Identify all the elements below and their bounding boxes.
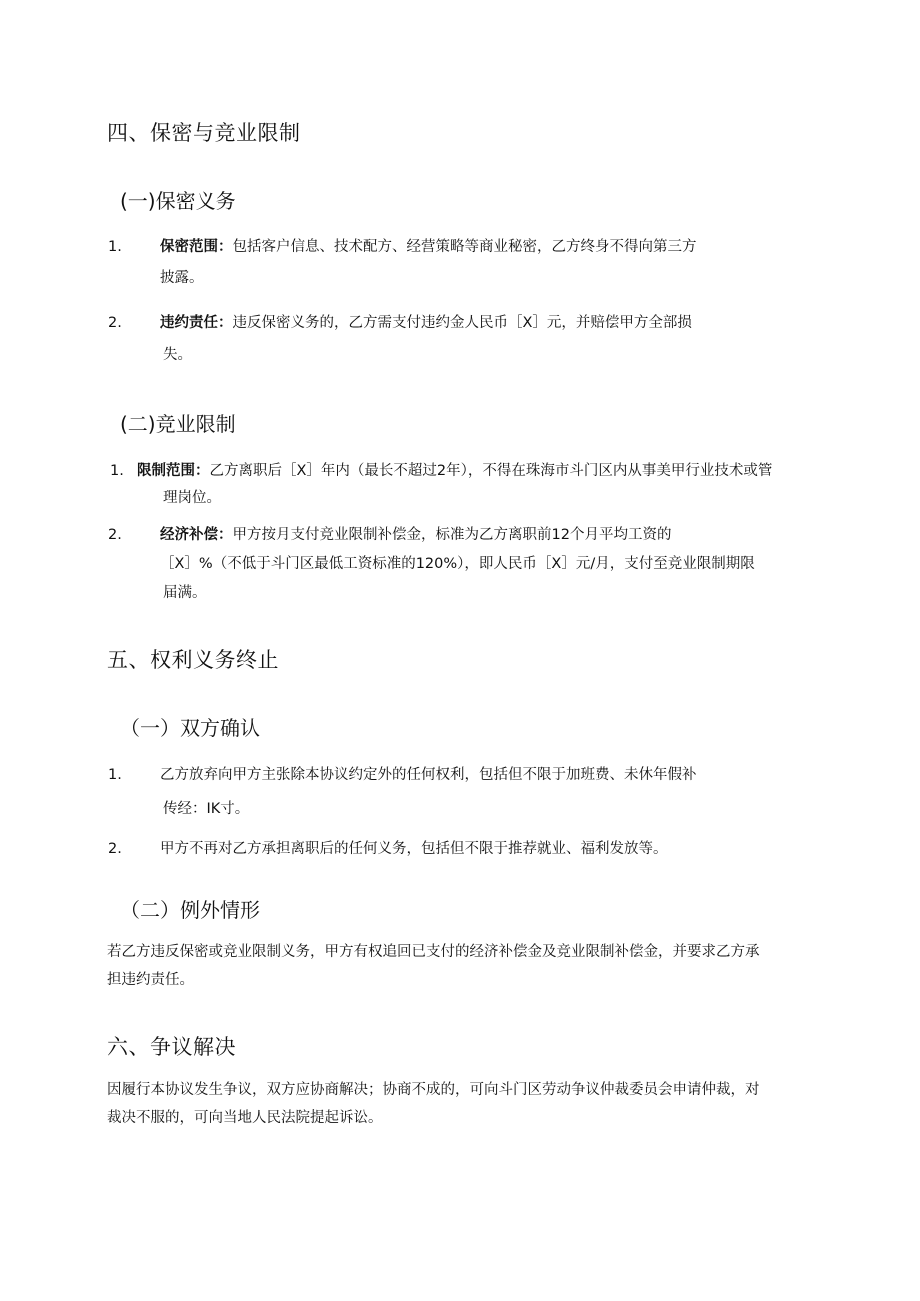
paragraph-line: 若乙方违反保密或竞业限制义务，甲方有权追回已支付的经济补偿金及竞业限制补偿金，并要求乙方承: [107, 944, 760, 960]
item-label: 经济补偿：: [160, 527, 233, 543]
item-continuation: 披露。: [160, 270, 204, 286]
list-item: [160, 313, 692, 333]
item-label: 保密范围：: [160, 239, 233, 255]
item-label: 违约责任：: [160, 315, 233, 331]
item-text: 乙方离职后［X］年内（最长不超过2年），不得在珠海市斗门区内从事美甲行业技术或管: [209, 463, 773, 479]
list-item: [160, 237, 697, 257]
item-continuation: 传经：IK寸。: [163, 801, 250, 817]
subsection-heading: (一)保密义务: [120, 189, 236, 213]
item-text: 违反保密义务的，乙方需支付违约金人民币［X］元，并赔偿甲方全部损: [232, 315, 692, 331]
list-number: 1.: [108, 767, 122, 783]
item-text: 甲方按月支付竞业限制补偿金，标准为乙方离职前12个月平均工资的: [232, 527, 672, 543]
subsection-heading: (二)竞业限制: [120, 412, 236, 436]
paragraph-line: 因履行本协议发生争议，双方应协商解决；协商不成的，可向斗门区劳动争议仲裁委员会申请仲裁，对: [107, 1082, 760, 1098]
section-heading: 五、权利义务终止: [107, 648, 279, 672]
paragraph-line: 担违约责任。: [107, 972, 194, 988]
section-heading: 四、保密与竞业限制: [107, 121, 301, 145]
list-item: 甲方不再对乙方承担离职后的任何义务，包括但不限于推荐就业、福利发放等。: [160, 841, 668, 857]
list-number: 1.: [108, 239, 122, 255]
section-heading: 六、争议解决: [107, 1035, 236, 1059]
item-continuation: ［X］%（不低于斗门区最低工资标准的120%），即人民币［X］元/月，支付至竞业限制期限: [160, 556, 755, 572]
subsection-heading: （二）例外情形: [120, 898, 260, 922]
item-continuation: 理岗位。: [163, 490, 221, 506]
list-number: 2.: [108, 841, 122, 857]
list-number: 1.: [110, 463, 124, 479]
paragraph-line: 裁决不服的，可向当地人民法院提起诉讼。: [107, 1110, 383, 1126]
list-item: 乙方放弃向甲方主张除本协议约定外的任何权利，包括但不限于加班费、未休年假补: [160, 767, 697, 783]
subsection-heading: （一）双方确认: [120, 716, 260, 740]
list-item: [160, 525, 671, 545]
list-number: 2.: [108, 315, 122, 331]
item-label: 限制范围：: [137, 463, 210, 479]
item-continuation: 失。: [163, 347, 192, 363]
item-text: 包括客户信息、技术配方、经营策略等商业秘密，乙方终身不得向第三方: [232, 239, 697, 255]
item-continuation: 届满。: [163, 585, 207, 601]
list-number: 2.: [108, 527, 122, 543]
list-item: [137, 461, 772, 481]
